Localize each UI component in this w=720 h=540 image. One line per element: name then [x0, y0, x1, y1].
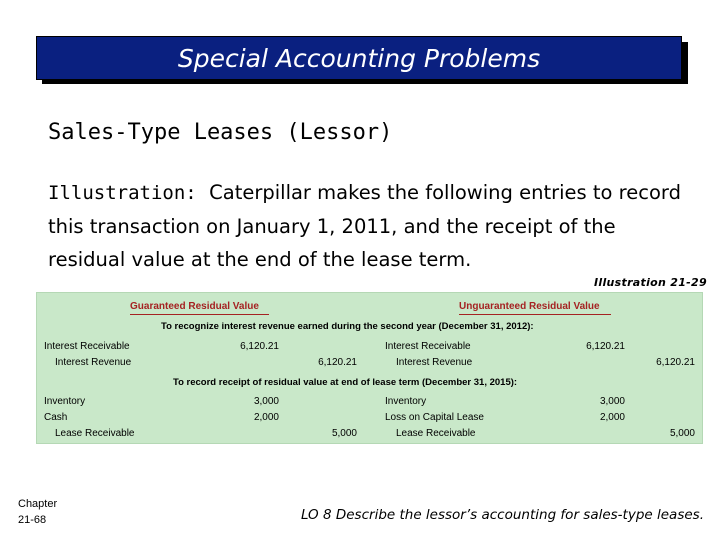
unguaranteed-underline: [459, 314, 611, 315]
entry-debit: 3,000: [599, 396, 625, 407]
entry-debit: 2,000: [599, 412, 625, 423]
page-title: Special Accounting Problems: [177, 43, 541, 73]
slide-subtitle: Sales-Type Leases (Lessor): [48, 120, 393, 145]
entry-credit: 6,120.21: [318, 357, 357, 368]
entry-label: Loss on Capital Lease: [385, 412, 484, 423]
entry-label: Interest Revenue: [55, 357, 132, 368]
body-paragraph: [48, 176, 698, 276]
chapter-page-label: [18, 496, 57, 528]
entry-debit: 6,120.21: [586, 341, 625, 352]
entry-label: Lease Receivable: [55, 428, 135, 439]
entry-debit: 3,000: [253, 396, 279, 407]
title-banner: [36, 36, 682, 80]
section-heading: To recognize interest revenue earned during the second year (December 31, 2012):: [161, 321, 534, 332]
entry-credit: 6,120.21: [656, 357, 695, 368]
illustration-lead: Illustration:: [48, 182, 197, 204]
entry-label: Interest Receivable: [385, 341, 471, 352]
journal-entries-table: [36, 292, 703, 444]
entry-label: Interest Revenue: [396, 357, 473, 368]
entry-label: Lease Receivable: [396, 428, 476, 439]
learning-objective: LO 8 Describe the lessor’s accounting for sales-type leases.: [300, 507, 704, 523]
entry-credit: 5,000: [669, 428, 695, 439]
unguaranteed-header: Unguaranteed Residual Value: [459, 301, 600, 312]
entry-debit: 2,000: [253, 412, 279, 423]
body-text: Caterpillar makes the following entries to record this transaction on January 1, 2011, and the receipt of the residual value at the end of the lease term.: [48, 181, 681, 271]
page-number: 21-68: [18, 514, 47, 526]
entry-label: Inventory: [385, 396, 427, 407]
entry-label: Cash: [44, 412, 68, 423]
entry-label: Interest Receivable: [44, 341, 130, 352]
entry-credit: 5,000: [331, 428, 357, 439]
illustration-reference: Illustration 21-29: [594, 276, 707, 289]
guaranteed-header: Guaranteed Residual Value: [130, 301, 259, 312]
section-heading: To record receipt of residual value at end of lease term (December 31, 2015):: [173, 377, 518, 388]
entry-debit: 6,120.21: [240, 341, 279, 352]
chapter-label: Chapter: [18, 498, 58, 510]
entry-label: Inventory: [44, 396, 86, 407]
guaranteed-underline: [130, 314, 269, 315]
